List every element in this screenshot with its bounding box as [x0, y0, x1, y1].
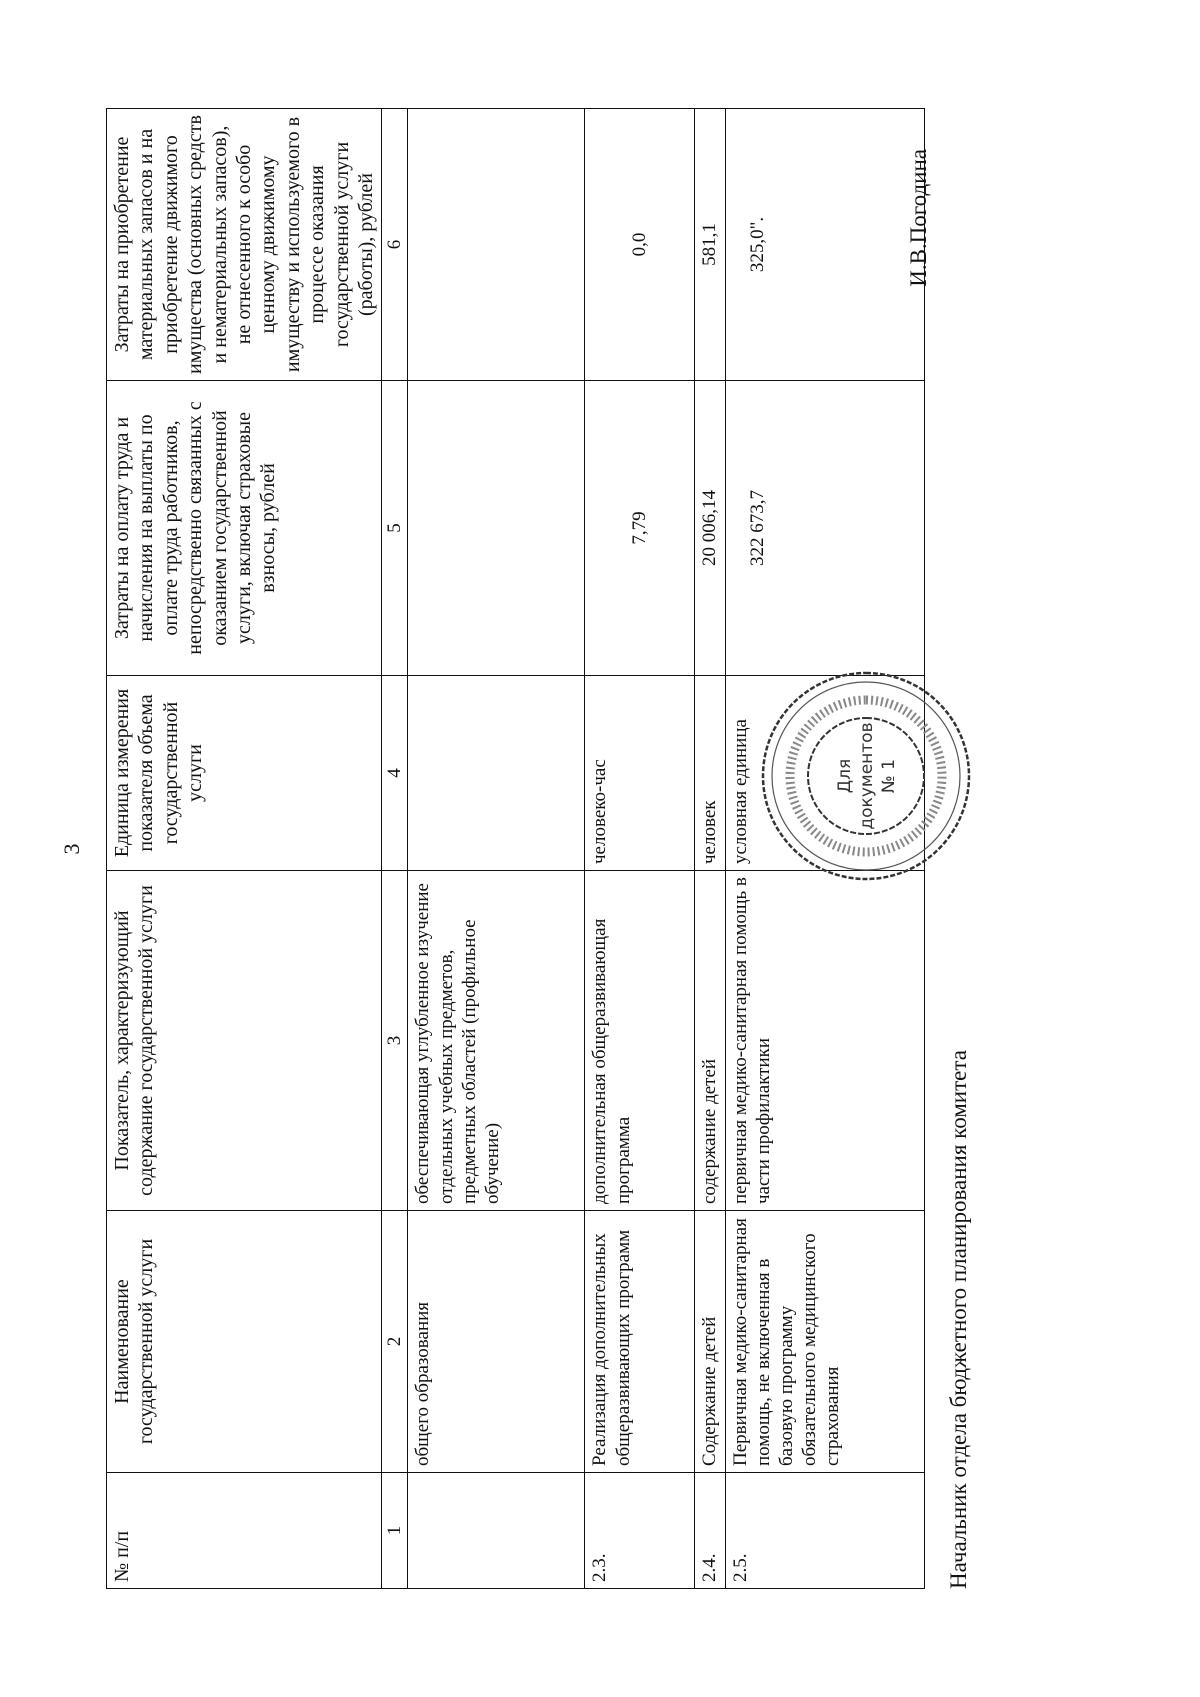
- row-indicator: содержание детей: [695, 871, 725, 1211]
- column-number: 4: [382, 676, 408, 871]
- row-unit: [408, 676, 585, 871]
- row-service-name: Первичная медико-санитарная помощь, не включенная в базовую программу обязательного медицинского страхования: [725, 1211, 924, 1473]
- row-labor-costs: 322 673,7: [725, 381, 924, 676]
- stamp-line: № 1: [879, 759, 899, 793]
- landscape-content: [106, 109, 1106, 1589]
- row-number: [408, 1473, 585, 1589]
- column-number: 5: [382, 381, 408, 676]
- header-service-name: Наименование государственной услуги: [107, 1211, 382, 1473]
- header-labor-costs: Затраты на оплату труда и начисления на выплаты по оплате труда работников, непосредственно связанных с оказанием государственной услуги, включая страховые взносы, рублей: [107, 381, 382, 676]
- row-service-name: Реализация дополнительных общеразвивающих программ: [585, 1211, 695, 1473]
- header-unit: Единица измерения показателя объема государственной услуги: [107, 676, 382, 871]
- header-number: № п/п: [107, 1473, 382, 1589]
- header-material-costs: Затраты на приобретение материальных запасов и на приобретение движимого имущества (основных средств и нематериальных запасов), не отнесенного к особо ценному движимому имуществу и используемого в процессе оказания государственной услуги (работы), рублей: [107, 109, 382, 381]
- official-stamp-icon: [758, 668, 974, 884]
- row-labor-costs: [408, 381, 585, 676]
- stamp-line: Для: [835, 758, 855, 794]
- column-number: 1: [382, 1473, 408, 1589]
- header-indicator: Показатель, характеризующий содержание государственной услуги: [107, 871, 382, 1211]
- table-row: [408, 109, 585, 1589]
- row-indicator: дополнительная общеразвивающая программа: [585, 871, 695, 1211]
- row-indicator: первичная медико-санитарная помощь в части профилактики: [725, 871, 924, 1211]
- column-number: 3: [382, 871, 408, 1211]
- column-number-row: [382, 109, 408, 1589]
- row-number: 2.4.: [695, 1473, 725, 1589]
- table-row: [585, 109, 695, 1589]
- row-material-costs: [408, 109, 585, 381]
- row-material-costs: 325,0".: [725, 109, 924, 381]
- row-material-costs: 581,1: [695, 109, 725, 381]
- row-unit: человек: [695, 676, 725, 871]
- row-material-costs: 0,0: [585, 109, 695, 381]
- row-unit: условная единица: [725, 676, 924, 871]
- table-header-row: [107, 109, 382, 1589]
- row-indicator: обеспечивающая углубленное изучение отдельных учебных предметов, предметных областей (профильное обучение): [408, 871, 585, 1211]
- column-number: 2: [382, 1211, 408, 1473]
- row-service-name: Содержание детей: [695, 1211, 725, 1473]
- page-number: 3: [59, 843, 84, 855]
- table-row: [695, 109, 725, 1589]
- row-number: 2.5.: [725, 1473, 924, 1589]
- row-labor-costs: 20 006,14: [695, 381, 725, 676]
- row-service-name: общего образования: [408, 1211, 585, 1473]
- row-labor-costs: 7,79: [585, 381, 695, 676]
- row-number: 2.3.: [585, 1473, 695, 1589]
- signatory-name: И.В.Погодина: [906, 149, 931, 287]
- column-number: 6: [382, 109, 408, 381]
- signatory-title: Начальник отдела бюджетного планирования комитета: [946, 1050, 971, 1589]
- row-unit: человеко-час: [585, 676, 695, 871]
- stamp-line: документов: [857, 722, 877, 830]
